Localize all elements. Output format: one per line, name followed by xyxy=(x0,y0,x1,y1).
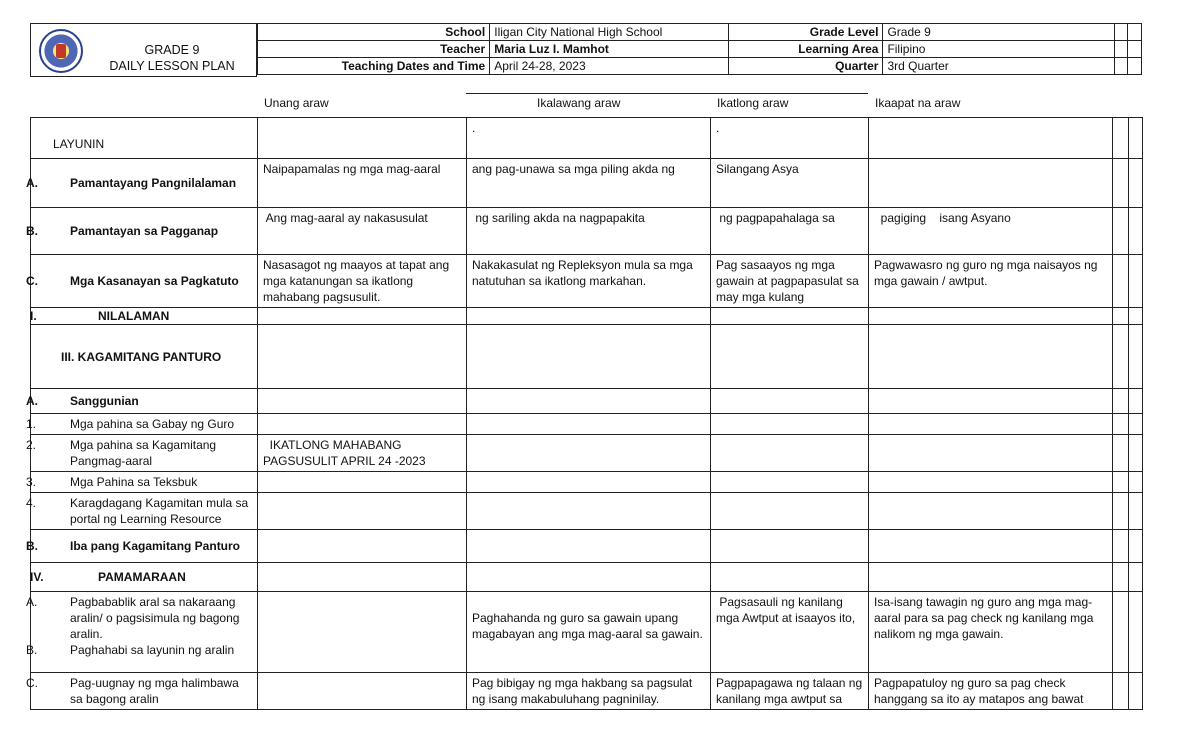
cell xyxy=(1113,563,1129,592)
cell xyxy=(258,592,467,673)
spacer-cell xyxy=(1128,24,1142,41)
cell xyxy=(1113,255,1129,308)
row-label xyxy=(26,255,258,308)
cell xyxy=(1113,325,1129,389)
deped-seal-icon xyxy=(39,29,83,73)
row-label xyxy=(31,308,258,325)
cell xyxy=(467,493,711,530)
cell xyxy=(711,389,869,414)
cell xyxy=(1113,389,1129,414)
title-line-2: DAILY LESSON PLAN xyxy=(109,59,235,73)
table-row xyxy=(31,493,1143,530)
row-number: B. xyxy=(26,539,38,553)
cell xyxy=(869,414,1113,435)
row-number: 3. xyxy=(26,475,37,489)
row-number: C. xyxy=(26,676,38,690)
cell xyxy=(1113,159,1129,208)
cell xyxy=(1129,673,1143,710)
table-row xyxy=(31,255,1143,308)
karagdagang-label: Karagdagang Kagamitan mula sa portal ng Learning Resource xyxy=(70,496,249,526)
cell xyxy=(1113,592,1129,673)
kagamitan-label: III. KAGAMITANG PANTURO xyxy=(31,325,258,389)
cell xyxy=(869,325,1113,389)
cell: Isa-isang tawagin ng guro ang mga mag-aaral para sa pag check ng kanilang mga nalikom ng mga gawain. xyxy=(869,592,1113,673)
cell: . xyxy=(711,118,869,159)
cell: Pagpapagawa ng talaan ng kanilang mga awtput sa xyxy=(711,673,869,710)
cell: ng sariling akda na nagpapakita xyxy=(467,208,711,255)
table-row xyxy=(31,435,1143,472)
balik-aral-label: Pagbabablik aral sa nakaraang aralin/ o pagsisimula ng bagong aralin. xyxy=(70,595,240,641)
row-label xyxy=(26,530,258,563)
page-title xyxy=(87,42,257,74)
cell xyxy=(711,563,869,592)
teacher-value: Maria Luz I. Mamhot xyxy=(490,41,729,58)
cell xyxy=(258,673,467,710)
table-row xyxy=(31,414,1143,435)
row-number: B. xyxy=(26,224,38,238)
lesson-plan-table xyxy=(26,117,1143,710)
sanggunian-label: Sanggunian xyxy=(70,394,139,408)
cell xyxy=(711,472,869,493)
cell xyxy=(258,389,467,414)
table-row xyxy=(31,325,1143,389)
cell xyxy=(1129,530,1143,563)
cell xyxy=(711,530,869,563)
pamantayang-label: Pamantayang Pangnilalaman xyxy=(70,176,237,190)
cell: Paghahanda ng guro sa gawain upang magabayan ang mga mag-aaral sa gawain. xyxy=(467,592,711,673)
cell xyxy=(1113,208,1129,255)
cell xyxy=(1129,435,1143,472)
cell xyxy=(467,530,711,563)
teaching-dates-label: Teaching Dates and Time xyxy=(258,58,490,75)
spacer-cell xyxy=(1114,58,1128,75)
cell: Naipapamalas ng mga mag-aaral xyxy=(258,159,467,208)
cell xyxy=(467,389,711,414)
table-row xyxy=(31,208,1143,255)
cell xyxy=(711,325,869,389)
cell xyxy=(1113,673,1129,710)
cell xyxy=(711,435,869,472)
cell xyxy=(258,325,467,389)
cell xyxy=(1113,530,1129,563)
spacer-cell xyxy=(1128,41,1142,58)
title-line-1: GRADE 9 xyxy=(144,43,200,57)
learning-area-label: Learning Area xyxy=(728,41,882,58)
cell xyxy=(1129,325,1143,389)
cell: . xyxy=(467,118,711,159)
cell xyxy=(869,563,1113,592)
cell: Pag sasaayos ng mga gawain at pagpapasulat sa may mga kulang xyxy=(711,255,869,308)
grade-level-label: Grade Level xyxy=(728,24,882,41)
row-label xyxy=(26,389,258,414)
table-row xyxy=(31,308,1143,325)
row-number: I. xyxy=(30,309,37,323)
row-label xyxy=(26,472,258,493)
cell xyxy=(258,414,467,435)
row-label xyxy=(26,159,258,208)
row-label xyxy=(26,435,258,472)
cell xyxy=(711,493,869,530)
teacher-label: Teacher xyxy=(258,41,490,58)
cell xyxy=(258,118,467,159)
header-info-table xyxy=(257,23,1142,75)
cell xyxy=(258,472,467,493)
cell xyxy=(258,530,467,563)
cell: Pag bibigay ng mga hakbang sa pagsulat ng isang makabuluhang pagninilay. xyxy=(467,673,711,710)
learning-area-value: Filipino xyxy=(883,41,1114,58)
cell: Pagsasauli ng kanilang mga Awtput at isaayos ito, xyxy=(711,592,869,673)
row-number: A. xyxy=(26,176,38,190)
row-label xyxy=(26,673,258,710)
header-title-box xyxy=(30,23,257,77)
cell: Pagwawasro ng guro ng mga naisayos ng mga gawain / awtput. xyxy=(869,255,1113,308)
header-block xyxy=(30,23,1142,77)
cell xyxy=(467,563,711,592)
gabay-label: Mga pahina sa Gabay ng Guro xyxy=(70,417,235,431)
cell xyxy=(869,435,1113,472)
cell xyxy=(1113,118,1129,159)
cell: Pagpapatuloy ng guro sa pag check hanggang sa ito ay matapos ang bawat xyxy=(869,673,1113,710)
cell xyxy=(467,472,711,493)
row-number: A. xyxy=(26,394,38,408)
teaching-dates-value: April 24-28, 2023 xyxy=(490,58,729,75)
kasanayan-label: Mga Kasanayan sa Pagkatuto xyxy=(70,274,239,288)
cell xyxy=(1113,308,1129,325)
pamamaraan-label: PAMAMARAAN xyxy=(98,570,186,584)
day-2-header: Ikalawang araw xyxy=(537,96,621,110)
cell xyxy=(711,414,869,435)
table-row xyxy=(31,159,1143,208)
iba-pang-label: Iba pang Kagamitang Panturo xyxy=(70,539,241,553)
cell xyxy=(258,493,467,530)
row-number: A. xyxy=(26,595,38,609)
cell: pagiging isang Asyano xyxy=(869,208,1113,255)
day-4-header: Ikaapat na araw xyxy=(875,96,961,110)
cell xyxy=(1129,414,1143,435)
cell xyxy=(467,308,711,325)
cell xyxy=(869,493,1113,530)
row-number: B. xyxy=(26,643,38,657)
cell xyxy=(869,389,1113,414)
teksbuk-label: Mga Pahina sa Teksbuk xyxy=(70,475,198,489)
spacer-cell xyxy=(1128,58,1142,75)
table-row xyxy=(31,563,1143,592)
cell xyxy=(467,414,711,435)
cell: Nasasagot ng maayos at tapat ang mga katanungan sa ikatlong mahabang pagsusulit. xyxy=(258,255,467,308)
layunin-label: LAYUNIN xyxy=(31,118,258,159)
day-1-header: Unang araw xyxy=(264,96,329,110)
cell xyxy=(1129,118,1143,159)
pag-uugnay-label: Pag-uugnay ng mga halimbawa sa bagong aralin xyxy=(70,676,239,706)
cell xyxy=(1113,435,1129,472)
cell: ang pag-unawa sa mga piling akda ng xyxy=(467,159,711,208)
table-row xyxy=(31,530,1143,563)
row-label xyxy=(26,493,258,530)
cell xyxy=(869,472,1113,493)
day-header-rule xyxy=(466,93,868,94)
spacer-cell xyxy=(1114,24,1128,41)
cell: Nakakasulat ng Repleksyon mula sa mga natutuhan sa ikatlong markahan. xyxy=(467,255,711,308)
spacer-cell xyxy=(1114,41,1128,58)
cell xyxy=(1129,159,1143,208)
table-row xyxy=(31,673,1143,710)
kagamitang-aaral-label: Mga pahina sa Kagamitang Pangmag-aaral xyxy=(70,438,217,468)
cell xyxy=(1129,472,1143,493)
grade-level-value: Grade 9 xyxy=(883,24,1114,41)
cell: ng pagpapahalaga sa xyxy=(711,208,869,255)
table-row xyxy=(31,472,1143,493)
day-3-header: Ikatlong araw xyxy=(717,96,789,110)
cell xyxy=(1129,255,1143,308)
cell xyxy=(1129,208,1143,255)
cell xyxy=(869,118,1113,159)
quarter-value: 3rd Quarter xyxy=(883,58,1114,75)
row-number: 4. xyxy=(26,496,37,510)
cell xyxy=(258,308,467,325)
school-label: School xyxy=(258,24,490,41)
row-label xyxy=(26,414,258,435)
cell: IKATLONG MAHABANG PAGSUSULIT APRIL 24 -2023 xyxy=(258,435,467,472)
cell xyxy=(1113,472,1129,493)
cell: Silangang Asya xyxy=(711,159,869,208)
pagganap-label: Pamantayan sa Pagganap xyxy=(70,224,219,238)
row-number: IV. xyxy=(30,570,44,584)
row-label xyxy=(31,563,258,592)
table-row xyxy=(31,592,1143,673)
paghahabi-label: Paghahabi sa layunin ng aralin xyxy=(70,643,235,657)
cell xyxy=(869,159,1113,208)
cell xyxy=(1129,563,1143,592)
row-label xyxy=(26,592,258,673)
table-row xyxy=(31,118,1143,159)
cell xyxy=(258,563,467,592)
row-number: 2. xyxy=(26,438,37,452)
row-number: C. xyxy=(26,274,38,288)
cell xyxy=(1129,389,1143,414)
cell: Ang mag-aaral ay nakasusulat xyxy=(258,208,467,255)
nilalaman-label: NILALAMAN xyxy=(98,309,170,323)
cell xyxy=(1113,414,1129,435)
cell xyxy=(467,325,711,389)
cell xyxy=(467,435,711,472)
cell xyxy=(1129,308,1143,325)
cell xyxy=(1129,592,1143,673)
cell xyxy=(869,308,1113,325)
row-label xyxy=(26,208,258,255)
school-value: Iligan City National High School xyxy=(490,24,729,41)
table-row xyxy=(31,389,1143,414)
quarter-label: Quarter xyxy=(728,58,882,75)
row-number: 1. xyxy=(26,417,37,431)
cell xyxy=(1113,493,1129,530)
cell xyxy=(711,308,869,325)
cell xyxy=(1129,493,1143,530)
cell xyxy=(869,530,1113,563)
